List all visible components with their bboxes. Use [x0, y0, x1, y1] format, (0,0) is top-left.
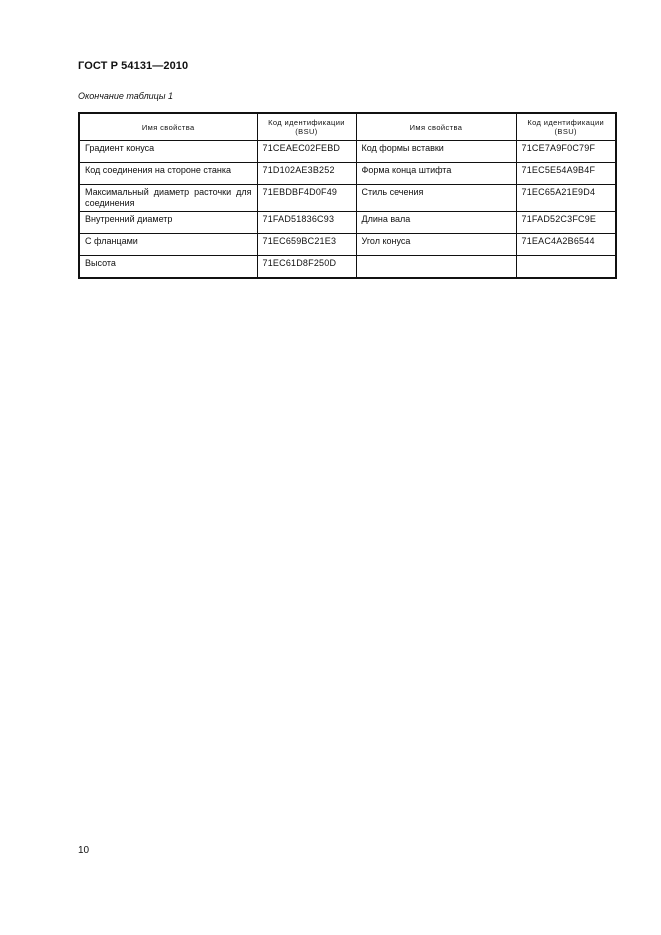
bsu-code-cell: 71EAC4A2B6544: [516, 234, 616, 256]
bsu-code-cell: 71EC65A21E9D4: [516, 185, 616, 212]
bsu-code-cell: 71D102AE3B252: [257, 163, 356, 185]
property-name-cell: Максимальный диаметр расточки для соединения: [79, 185, 257, 212]
bsu-code-cell: 71CEAEC02FEBD: [257, 141, 356, 163]
bsu-code-cell: 71EC61D8F250D: [257, 256, 356, 279]
column-header-property-name: Имя свойства: [79, 113, 257, 141]
property-name-cell: Код формы вставки: [356, 141, 516, 163]
property-name-cell: Внутренний диаметр: [79, 212, 257, 234]
bsu-code-cell: 71FAD52C3FC9E: [516, 212, 616, 234]
property-name-cell: Высота: [79, 256, 257, 279]
property-name-cell: Стиль сечения: [356, 185, 516, 212]
table-caption: Окончание таблицы 1: [78, 91, 173, 101]
empty-cell: [356, 256, 516, 279]
bsu-code-cell: 71FAD51836C93: [257, 212, 356, 234]
table-header-row: [79, 113, 616, 141]
table-row: [79, 212, 616, 234]
property-name-cell: Длина вала: [356, 212, 516, 234]
property-name-cell: Код соединения на стороне станка: [79, 163, 257, 185]
table-row: [79, 163, 616, 185]
property-name-cell: Градиент конуса: [79, 141, 257, 163]
bsu-code-cell: 71EBDBF4D0F49: [257, 185, 356, 212]
empty-cell: [516, 256, 616, 279]
bsu-code-cell: 71EC659BC21E3: [257, 234, 356, 256]
bsu-code-cell: 71CE7A9F0C79F: [516, 141, 616, 163]
table-row: [79, 256, 616, 279]
page-number: 10: [78, 845, 90, 856]
table-row: [79, 185, 616, 212]
bsu-code-cell: 71EC5E54A9B4F: [516, 163, 616, 185]
property-name-cell: С фланцами: [79, 234, 257, 256]
properties-table: [78, 112, 617, 279]
column-header-property-name: Имя свойства: [356, 113, 516, 141]
column-header-bsu-code: Код идентификации (BSU): [516, 113, 616, 141]
table-row: [79, 141, 616, 163]
document-title: ГОСТ Р 54131—2010: [78, 60, 189, 72]
column-header-bsu-code: Код идентификации (BSU): [257, 113, 356, 141]
table-row: [79, 234, 616, 256]
property-name-cell: Форма конца штифта: [356, 163, 516, 185]
property-name-cell: Угол конуса: [356, 234, 516, 256]
